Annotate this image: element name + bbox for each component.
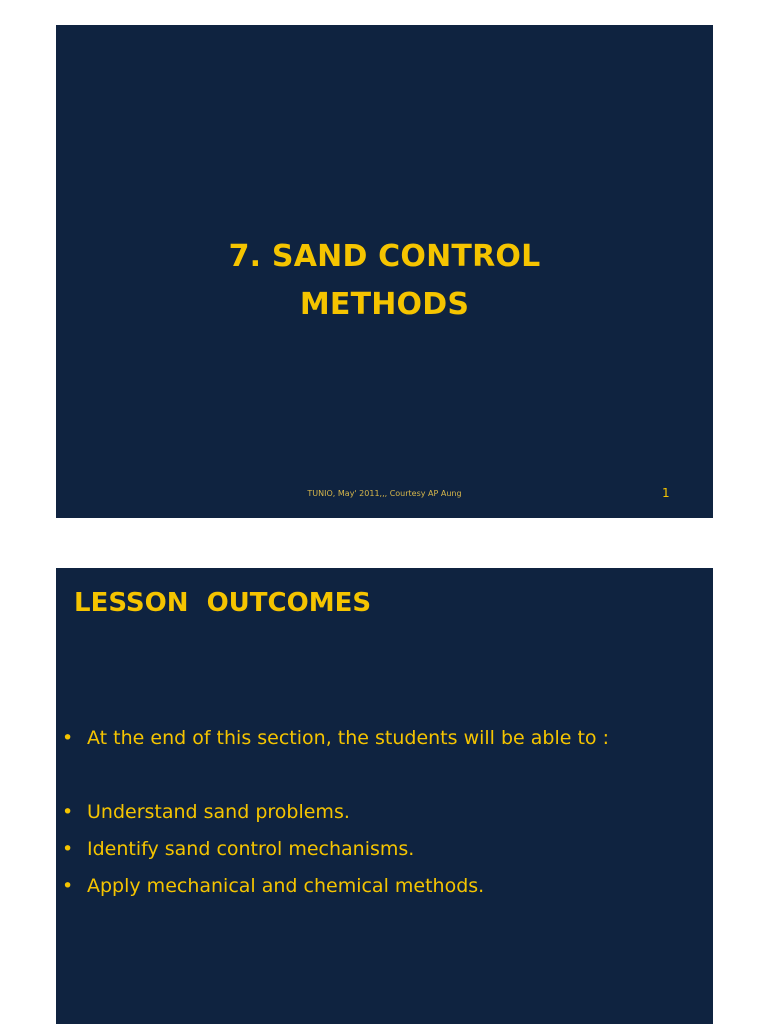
slide-title [56,233,713,329]
slide-title-line-1: 7. SAND CONTROL [228,239,541,274]
slide-footer: TUNIO, May' 2011,,, Courtesy AP Aung [307,489,462,498]
bullet-item: • At the end of this section, the students will be able to : [56,720,713,757]
slide-title-line-2: METHODS [299,287,470,322]
slide-2 [56,568,713,1024]
slide-heading: LESSON OUTCOMES [74,588,372,618]
bullet-item: • Understand sand problems. [56,794,713,831]
slide-1 [56,25,713,518]
bullet-item: • Identify sand control mechanisms. [56,831,713,868]
bullet-list [56,720,713,905]
page-number: 1 [662,486,670,500]
bullet-item: • Apply mechanical and chemical methods. [56,868,713,905]
